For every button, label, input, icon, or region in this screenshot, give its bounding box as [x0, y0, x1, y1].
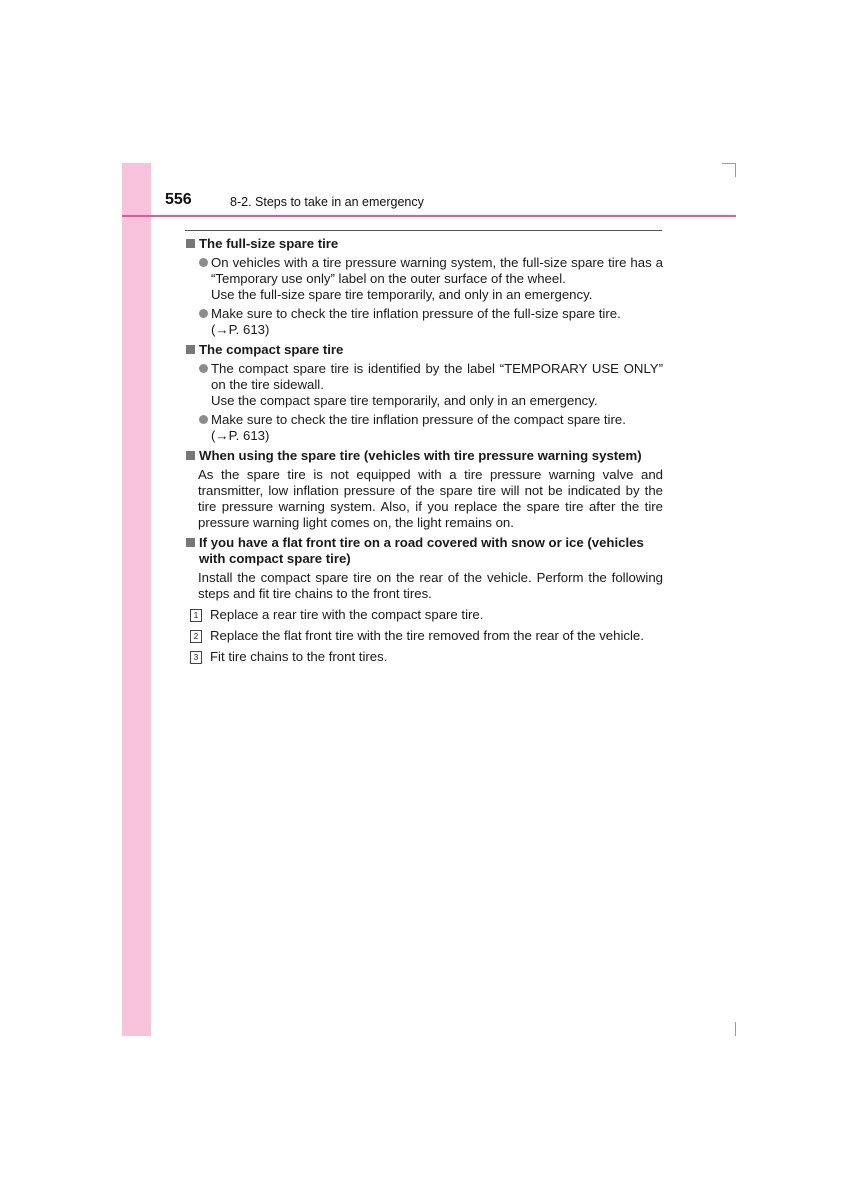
bullet-extra: Use the full-size spare tire temporarily, and only in an emergency. — [211, 287, 593, 302]
page-reference: (→P. 613) — [211, 322, 270, 337]
step-text: Replace the flat front tire with the tire removed from the rear of the vehicle. — [210, 628, 644, 643]
square-bullet-icon — [186, 538, 195, 547]
section-heading — [185, 236, 663, 252]
step-text: Replace a rear tire with the compact spare tire. — [210, 607, 484, 622]
circle-bullet-icon — [199, 258, 208, 267]
step-number: 1 — [190, 609, 202, 622]
section-title: 8-2. Steps to take in an emergency — [230, 195, 424, 209]
step-item — [185, 649, 663, 665]
square-bullet-icon — [186, 345, 195, 354]
section-heading — [185, 535, 663, 567]
square-bullet-icon — [186, 239, 195, 248]
bullet-text: On vehicles with a tire pressure warning system, the full-size spare tire has a “Temporary use only” label on the outer surface of the wheel. — [211, 255, 663, 286]
step-number: 2 — [190, 630, 202, 643]
page-number: 556 — [165, 191, 192, 208]
side-color-band — [122, 163, 151, 1036]
header-rule — [122, 215, 736, 217]
circle-bullet-icon — [199, 309, 208, 318]
bullet-item — [185, 255, 663, 303]
circle-bullet-icon — [199, 364, 208, 373]
step-item — [185, 628, 663, 644]
section-paragraph: Install the compact spare tire on the rear of the vehicle. Perform the following steps and fit tire chains to the front tires. — [198, 570, 663, 601]
step-text: Fit tire chains to the front tires. — [210, 649, 388, 664]
step-item — [185, 607, 663, 623]
bullet-text: The compact spare tire is identified by the label “TEMPORARY USE ONLY” on the tire sidewall. — [211, 361, 663, 392]
section-heading — [185, 342, 663, 358]
square-bullet-icon — [186, 451, 195, 460]
heading-text: If you have a flat front tire on a road covered with snow or ice (vehicles with compact spare tire) — [199, 535, 644, 566]
content-rule — [185, 230, 662, 231]
main-content — [185, 236, 663, 665]
bullet-extra: Use the compact spare tire temporarily, and only in an emergency. — [211, 393, 598, 408]
heading-text: When using the spare tire (vehicles with tire pressure warning system) — [199, 448, 642, 463]
bullet-item — [185, 306, 663, 338]
crop-mark-bottom — [735, 1022, 736, 1036]
section-heading — [185, 448, 663, 464]
crop-mark-top-vertical — [735, 163, 736, 177]
section-paragraph: As the spare tire is not equipped with a tire pressure warning valve and transmitter, low inflation pressure of the spare tire will not be indicated by the tire pressure warning system. Also, if you replace the spare tire after the tire pressure warning light comes on, the light remains on. — [198, 467, 663, 530]
page-reference: (→P. 613) — [211, 428, 270, 443]
bullet-text: Make sure to check the tire inflation pressure of the compact spare tire. — [211, 412, 626, 427]
step-number: 3 — [190, 651, 202, 664]
bullet-text: Make sure to check the tire inflation pressure of the full-size spare tire. — [211, 306, 621, 321]
heading-text: The compact spare tire — [199, 342, 344, 357]
bullet-item — [185, 361, 663, 409]
heading-text: The full-size spare tire — [199, 236, 339, 251]
circle-bullet-icon — [199, 415, 208, 424]
bullet-item — [185, 412, 663, 444]
crop-mark-top — [722, 163, 736, 164]
